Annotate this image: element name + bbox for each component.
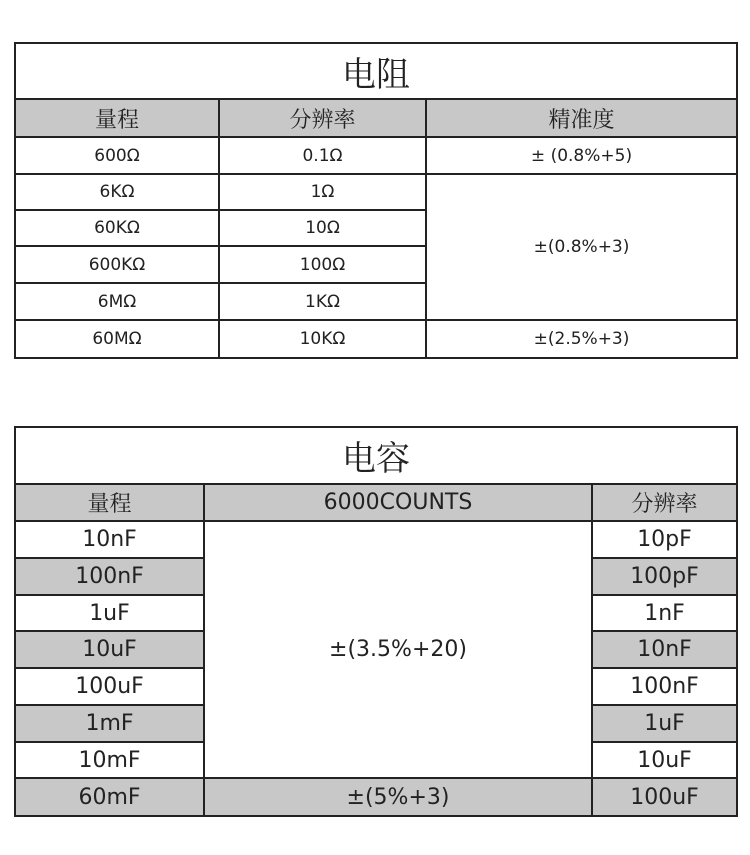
accuracy-cell: ±(0.8%+3) <box>426 174 737 320</box>
accuracy-cell: ±(3.5%+20) <box>204 521 592 778</box>
resolution-cell: 100pF <box>592 558 737 595</box>
range-cell: 60KΩ <box>15 210 219 246</box>
resolution-cell: 0.1Ω <box>219 137 426 174</box>
header-range: 量程 <box>15 484 204 521</box>
range-cell: 100uF <box>15 668 204 705</box>
resistance-title: 电阻 <box>15 43 737 99</box>
resolution-cell: 100nF <box>592 668 737 705</box>
header-row <box>15 484 737 521</box>
range-cell: 100nF <box>15 558 204 595</box>
header-accuracy: 精准度 <box>426 99 737 137</box>
range-cell: 60mF <box>15 778 204 816</box>
range-cell: 10nF <box>15 521 204 558</box>
resolution-cell: 10nF <box>592 631 737 668</box>
range-cell: 10uF <box>15 631 204 668</box>
range-cell: 1mF <box>15 705 204 742</box>
resolution-cell: 1uF <box>592 705 737 742</box>
range-cell: 1uF <box>15 595 204 631</box>
accuracy-cell: ± (0.8%+5) <box>426 137 737 174</box>
resolution-cell: 1KΩ <box>219 283 426 320</box>
header-resolution: 分辨率 <box>219 99 426 137</box>
capacitance-title: 电容 <box>15 427 737 484</box>
table-title-row <box>15 427 737 484</box>
resolution-cell: 100Ω <box>219 246 426 283</box>
table-title-row <box>15 43 737 99</box>
header-range: 量程 <box>15 99 219 137</box>
accuracy-cell: ±(2.5%+3) <box>426 320 737 358</box>
table-row <box>15 137 737 174</box>
table-row <box>15 778 737 816</box>
table-row <box>15 174 737 210</box>
range-cell: 6MΩ <box>15 283 219 320</box>
table-row <box>15 320 737 358</box>
table-row <box>15 521 737 558</box>
resolution-cell: 10KΩ <box>219 320 426 358</box>
accuracy-cell: ±(5%+3) <box>204 778 592 816</box>
range-cell: 60MΩ <box>15 320 219 358</box>
resolution-cell: 1nF <box>592 595 737 631</box>
range-cell: 6KΩ <box>15 174 219 210</box>
resolution-cell: 10uF <box>592 742 737 778</box>
header-counts: 6000COUNTS <box>204 484 592 521</box>
range-cell: 600KΩ <box>15 246 219 283</box>
header-resolution: 分辨率 <box>592 484 737 521</box>
resolution-cell: 1Ω <box>219 174 426 210</box>
resistance-spec-table <box>14 42 738 359</box>
range-cell: 10mF <box>15 742 204 778</box>
header-row <box>15 99 737 137</box>
capacitance-spec-table <box>14 426 738 817</box>
range-cell: 600Ω <box>15 137 219 174</box>
resolution-cell: 10Ω <box>219 210 426 246</box>
resolution-cell: 100uF <box>592 778 737 816</box>
resolution-cell: 10pF <box>592 521 737 558</box>
